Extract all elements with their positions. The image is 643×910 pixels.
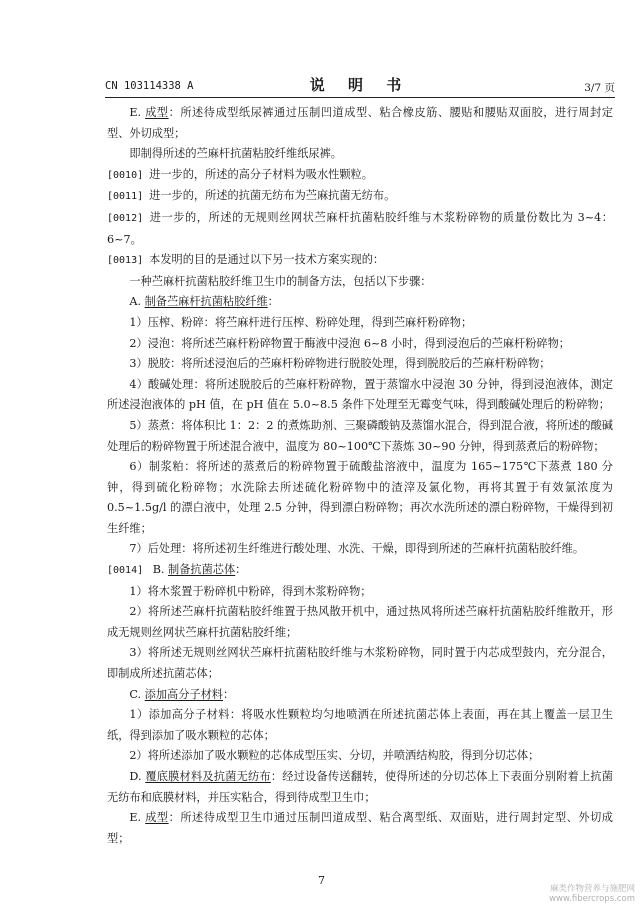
section-heading: 制备抗菌芯体 xyxy=(168,563,236,577)
paragraph-number: [0014] xyxy=(107,565,144,577)
list-item: 2）将所述苎麻杆抗菌粘胶纤维置于热风散开机中，通过热风将所述苎麻杆抗菌粘胶纤维散开，形成无规则丝网状苎麻杆抗菌粘胶纤维； xyxy=(107,605,613,639)
paragraph-number: [0012] xyxy=(107,212,144,224)
paragraph: 一种苎麻杆抗菌粘胶纤维卫生巾的制备方法，包括以下步骤： xyxy=(129,274,432,288)
section-e: E. 成型：所述待成型卫生巾通过压制凹道成型、粘合离型纸、双面贴，进行周封定型、外切成型； xyxy=(107,811,613,845)
numbered-paragraph-0011: [0011] 进一步的，所述的抗菌无纺布为苎麻抗菌无纺布。 xyxy=(107,189,396,203)
section-heading: 覆底膜材料及抗菌无纺布 xyxy=(145,770,271,783)
document-title: 说 明 书 xyxy=(309,76,411,94)
numbered-paragraph-0010: [0010] 进一步的，所述的高分子材料为吸水性颗粒。 xyxy=(107,167,373,181)
list-item: 3）将所述无规则丝网状苎麻杆抗菌粘胶纤维与木浆粉碎物，同时置于内芯成型鼓内，充分混合，即制成所述抗菌芯体； xyxy=(107,646,613,681)
step-e-diaper: E. 成型：所述待成型纸尿裤通过压制凹道成型、粘合橡皮筋、腰贴和腰贴双面胶，进行周封定型、外切成型； xyxy=(107,106,613,140)
document-header xyxy=(105,74,615,96)
section-heading: 制备苎麻杆抗菌粘胶纤维 xyxy=(144,295,268,309)
section-d: D. 覆底膜材料及抗菌无纺布：经过设备传送翻转，使得所述的分切芯体上下表面分别附着上抗菌无纺布和底膜材料，并压实粘合，得到待成型卫生巾； xyxy=(107,770,613,804)
document-body xyxy=(107,103,613,849)
section-heading: 添加高分子材料 xyxy=(144,687,223,701)
section-heading: 成型 xyxy=(145,811,169,825)
list-item: 1）添加高分子材料：将吸水性颗粒均匀地喷洒在所述抗菌芯体上表面，再在其上覆盖一层卫生纸，得到添加了吸水颗粒的芯体； xyxy=(107,708,613,742)
watermark-url: www.fibercrops.com xyxy=(549,894,635,904)
numbered-paragraph-0014: [0014] B. 制备抗菌芯体： xyxy=(107,563,247,577)
numbered-paragraph-0013: [0013] 本发明的目的是通过以下另一技术方案实现的： xyxy=(107,253,385,267)
list-item: 1）压榨、粉碎：将苎麻杆进行压榨、粉碎处理，得到苎麻杆粉碎物； xyxy=(129,315,473,329)
step-heading: 成型 xyxy=(145,106,169,119)
list-item: 3）脱胶：将所述浸泡后的苎麻杆粉碎物进行脱胶处理，得到脱胶后的苎麻杆粉碎物； xyxy=(129,357,551,371)
list-item: 7）后处理：将所述初生纤维进行酸处理、水洗、干燥，即得到所述的苎麻杆抗菌粘胶纤维。 xyxy=(129,542,585,556)
paragraph-number: [0013] xyxy=(107,255,144,267)
paragraph-number: [0010] xyxy=(107,169,144,181)
list-item: 6）制浆粕：将所述的蒸煮后的粉碎物置于硫酸盐溶液中，温度为 165~175℃下蒸煮 180 分钟，得到硫化粉碎物；水洗除去所述硫化粉碎物中的渣滓及氯化物，再将其置于有效氯浓度为 0.5~1.5g/l 的漂白液中，处理 2.5 分钟，得到漂白粉碎物；再次水洗所述的漂白粉碎物，干燥得到初生纤维； xyxy=(107,460,613,535)
list-item: 1）将木浆置于粉碎机中粉碎，得到木浆粉碎物； xyxy=(129,584,372,598)
patent-number: CN 103114338 A xyxy=(105,80,194,92)
page-number: 7 xyxy=(318,874,325,887)
section-a: A. 制备苎麻杆抗菌粘胶纤维： xyxy=(129,295,279,309)
section-c: C. 添加高分子材料： xyxy=(129,687,235,701)
site-watermark xyxy=(549,884,635,904)
paragraph-number: [0011] xyxy=(107,191,144,203)
list-item: 2）将所述添加了吸水颗粒的芯体成型压实、分切，并喷洒结构胶，得到分切芯体； xyxy=(129,749,540,763)
paragraph: 即制得所述的苎麻杆抗菌粘胶纤维纸尿裤。 xyxy=(129,147,342,161)
list-item: 4）酸碱处理：将所述脱胶后的苎麻杆粉碎物，置于蒸馏水中浸泡 30 分钟，得到浸泡液体，测定所述浸泡液体的 pH 值，在 pH 值在 5.0~8.5 条件下处理至无霉变气味，得到酸碱处理后的粉碎物； xyxy=(107,377,613,412)
numbered-paragraph-0012: [0012] 进一步的，所述的无规则丝网状苎麻杆抗菌粘胶纤维与木浆粉碎物的质量份数比为 3~4：6~7。 xyxy=(107,210,613,246)
list-item: 5）蒸煮：将体积比 1：2：2 的煮炼助剂、三聚磷酸钠及蒸馏水混合，得到混合液，将所述的酸碱处理后的粉碎物置于所述混合液中，温度为 80~100℃下蒸炼 30~90 分钟，得到蒸煮后的粉碎物； xyxy=(107,418,613,453)
header-divider xyxy=(105,97,615,98)
watermark-title: 麻类作物营养与施肥网 xyxy=(549,884,635,894)
list-item: 2）浸泡：将所述苎麻杆粉碎物置于酶液中浸泡 6~8 小时，得到浸泡后的苎麻杆粉碎物； xyxy=(129,336,570,350)
page-indicator: 3/7 页 xyxy=(584,82,615,94)
